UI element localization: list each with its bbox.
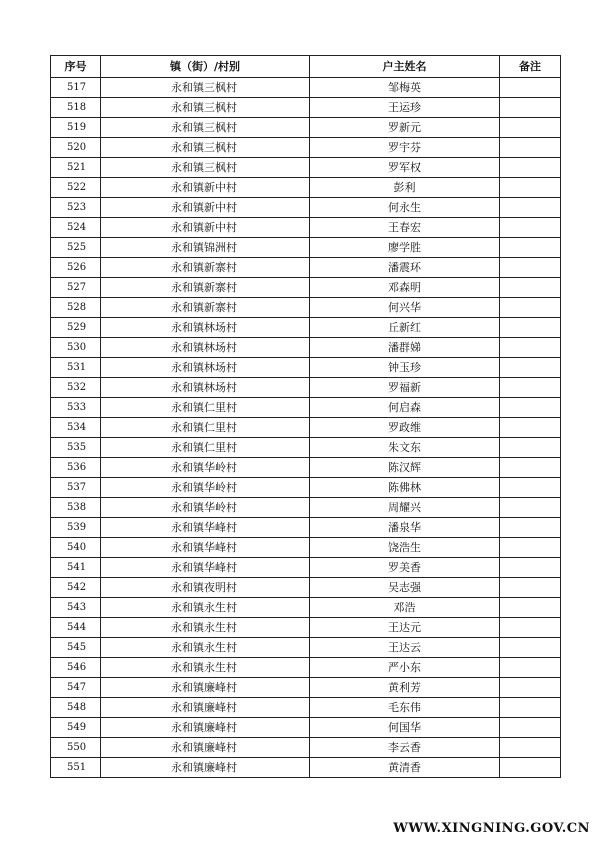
row-index: 529 [51,318,101,338]
row-village: 永和镇廉峰村 [101,738,310,758]
table-row [51,718,561,738]
row-householder: 邓森明 [310,278,500,298]
row-householder: 罗福新 [310,378,500,398]
row-note [500,758,561,778]
row-note [500,118,561,138]
row-village: 永和镇仁里村 [101,438,310,458]
row-householder: 邓浩 [310,598,500,618]
table-row [51,198,561,218]
table-row [51,498,561,518]
row-note [500,358,561,378]
row-index: 524 [51,218,101,238]
row-village: 永和镇廉峰村 [101,678,310,698]
row-householder: 潘震环 [310,258,500,278]
row-note [500,678,561,698]
row-village: 永和镇夜明村 [101,578,310,598]
table-row [51,738,561,758]
row-index: 550 [51,738,101,758]
row-village: 永和镇华岭村 [101,458,310,478]
table-row [51,758,561,778]
row-note [500,618,561,638]
row-village: 永和镇三枫村 [101,98,310,118]
row-village: 永和镇新中村 [101,198,310,218]
row-householder: 钟玉珍 [310,358,500,378]
row-note [500,198,561,218]
table-row [51,258,561,278]
row-index: 526 [51,258,101,278]
table-row [51,78,561,98]
row-householder: 罗新元 [310,118,500,138]
table-row [51,298,561,318]
row-index: 532 [51,378,101,398]
row-village: 永和镇永生村 [101,618,310,638]
row-note [500,218,561,238]
row-householder: 黄利芳 [310,678,500,698]
row-householder: 罗政维 [310,418,500,438]
row-index: 541 [51,558,101,578]
row-note [500,698,561,718]
row-note [500,538,561,558]
row-householder: 严小东 [310,658,500,678]
table-row [51,558,561,578]
row-village: 永和镇新中村 [101,178,310,198]
table-row [51,338,561,358]
row-note [500,558,561,578]
row-note [500,398,561,418]
table-row [51,238,561,258]
row-householder: 陈汉辉 [310,458,500,478]
row-householder: 何启森 [310,398,500,418]
row-index: 538 [51,498,101,518]
table-row [51,458,561,478]
row-householder: 王运珍 [310,98,500,118]
row-note [500,258,561,278]
header-name: 户主姓名 [310,56,500,78]
table-row [51,398,561,418]
header-village: 镇（街）/村别 [101,56,310,78]
row-note [500,158,561,178]
row-village: 永和镇三枫村 [101,138,310,158]
table-row [51,178,561,198]
table-row [51,518,561,538]
table-row [51,678,561,698]
row-index: 543 [51,598,101,618]
row-householder: 何国华 [310,718,500,738]
row-index: 527 [51,278,101,298]
row-householder: 彭利 [310,178,500,198]
row-index: 520 [51,138,101,158]
row-index: 545 [51,638,101,658]
row-index: 533 [51,398,101,418]
row-index: 536 [51,458,101,478]
table-row [51,278,561,298]
table-row [51,218,561,238]
table-row [51,638,561,658]
row-index: 534 [51,418,101,438]
row-note [500,498,561,518]
row-village: 永和镇永生村 [101,658,310,678]
row-householder: 王达元 [310,618,500,638]
row-index: 551 [51,758,101,778]
table-row [51,98,561,118]
row-note [500,578,561,598]
row-householder: 朱文东 [310,438,500,458]
row-householder: 王达云 [310,638,500,658]
row-village: 永和镇林场村 [101,318,310,338]
row-index: 546 [51,658,101,678]
table-row [51,378,561,398]
table-row [51,438,561,458]
table-row [51,158,561,178]
row-index: 547 [51,678,101,698]
row-note [500,458,561,478]
row-index: 537 [51,478,101,498]
website-footer: WWW.XINGNING.GOV.CN [393,821,590,836]
row-householder: 潘泉华 [310,518,500,538]
row-householder: 王春宏 [310,218,500,238]
row-householder: 黄清香 [310,758,500,778]
row-householder: 李云香 [310,738,500,758]
row-village: 永和镇华岭村 [101,478,310,498]
row-village: 永和镇永生村 [101,638,310,658]
row-index: 519 [51,118,101,138]
row-householder: 邹梅英 [310,78,500,98]
row-village: 永和镇廉峰村 [101,718,310,738]
row-village: 永和镇三枫村 [101,78,310,98]
row-index: 528 [51,298,101,318]
row-village: 永和镇三枫村 [101,158,310,178]
row-village: 永和镇新寨村 [101,258,310,278]
table-header-row [51,56,561,78]
row-note [500,718,561,738]
table-row [51,118,561,138]
table-row [51,418,561,438]
row-householder: 罗宇芬 [310,138,500,158]
row-village: 永和镇林场村 [101,378,310,398]
row-village: 永和镇华岭村 [101,498,310,518]
row-index: 535 [51,438,101,458]
row-note [500,98,561,118]
row-village: 永和镇华峰村 [101,558,310,578]
row-householder: 潘群娣 [310,338,500,358]
table-row [51,618,561,638]
row-note [500,738,561,758]
row-householder: 罗美香 [310,558,500,578]
row-note [500,478,561,498]
row-note [500,338,561,358]
row-householder: 罗军权 [310,158,500,178]
row-note [500,638,561,658]
row-note [500,598,561,618]
row-householder: 陈佛林 [310,478,500,498]
table-row [51,578,561,598]
row-index: 542 [51,578,101,598]
table-row [51,138,561,158]
row-index: 540 [51,538,101,558]
row-householder: 吴志强 [310,578,500,598]
table-row [51,698,561,718]
row-village: 永和镇永生村 [101,598,310,618]
row-village: 永和镇仁里村 [101,418,310,438]
row-index: 518 [51,98,101,118]
row-village: 永和镇林场村 [101,338,310,358]
row-householder: 廖学胜 [310,238,500,258]
table-row [51,538,561,558]
row-village: 永和镇华峰村 [101,518,310,538]
row-note [500,378,561,398]
table-row [51,658,561,678]
row-note [500,318,561,338]
row-index: 525 [51,238,101,258]
row-index: 539 [51,518,101,538]
table-row [51,318,561,338]
row-index: 531 [51,358,101,378]
row-index: 517 [51,78,101,98]
row-note [500,238,561,258]
row-note [500,78,561,98]
row-index: 530 [51,338,101,358]
row-village: 永和镇廉峰村 [101,698,310,718]
row-note [500,438,561,458]
row-index: 521 [51,158,101,178]
table-row [51,478,561,498]
row-index: 549 [51,718,101,738]
row-note [500,518,561,538]
row-householder: 周耀兴 [310,498,500,518]
row-village: 永和镇仁里村 [101,398,310,418]
table-row [51,598,561,618]
row-village: 永和镇锦洲村 [101,238,310,258]
row-village: 永和镇新寨村 [101,278,310,298]
row-village: 永和镇三枫村 [101,118,310,138]
row-note [500,278,561,298]
row-index: 523 [51,198,101,218]
row-householder: 何兴华 [310,298,500,318]
row-householder: 毛东伟 [310,698,500,718]
table-row [51,358,561,378]
row-index: 522 [51,178,101,198]
row-index: 548 [51,698,101,718]
row-village: 永和镇林场村 [101,358,310,378]
household-table [50,55,561,778]
table-body [51,78,561,778]
header-index: 序号 [51,56,101,78]
row-village: 永和镇新寨村 [101,298,310,318]
row-village: 永和镇华峰村 [101,538,310,558]
row-note [500,298,561,318]
header-note: 备注 [500,56,561,78]
row-note [500,418,561,438]
row-note [500,178,561,198]
row-village: 永和镇廉峰村 [101,758,310,778]
row-note [500,658,561,678]
row-note [500,138,561,158]
row-householder: 丘新红 [310,318,500,338]
row-householder: 饶浩生 [310,538,500,558]
row-householder: 何永生 [310,198,500,218]
row-index: 544 [51,618,101,638]
row-village: 永和镇新中村 [101,218,310,238]
